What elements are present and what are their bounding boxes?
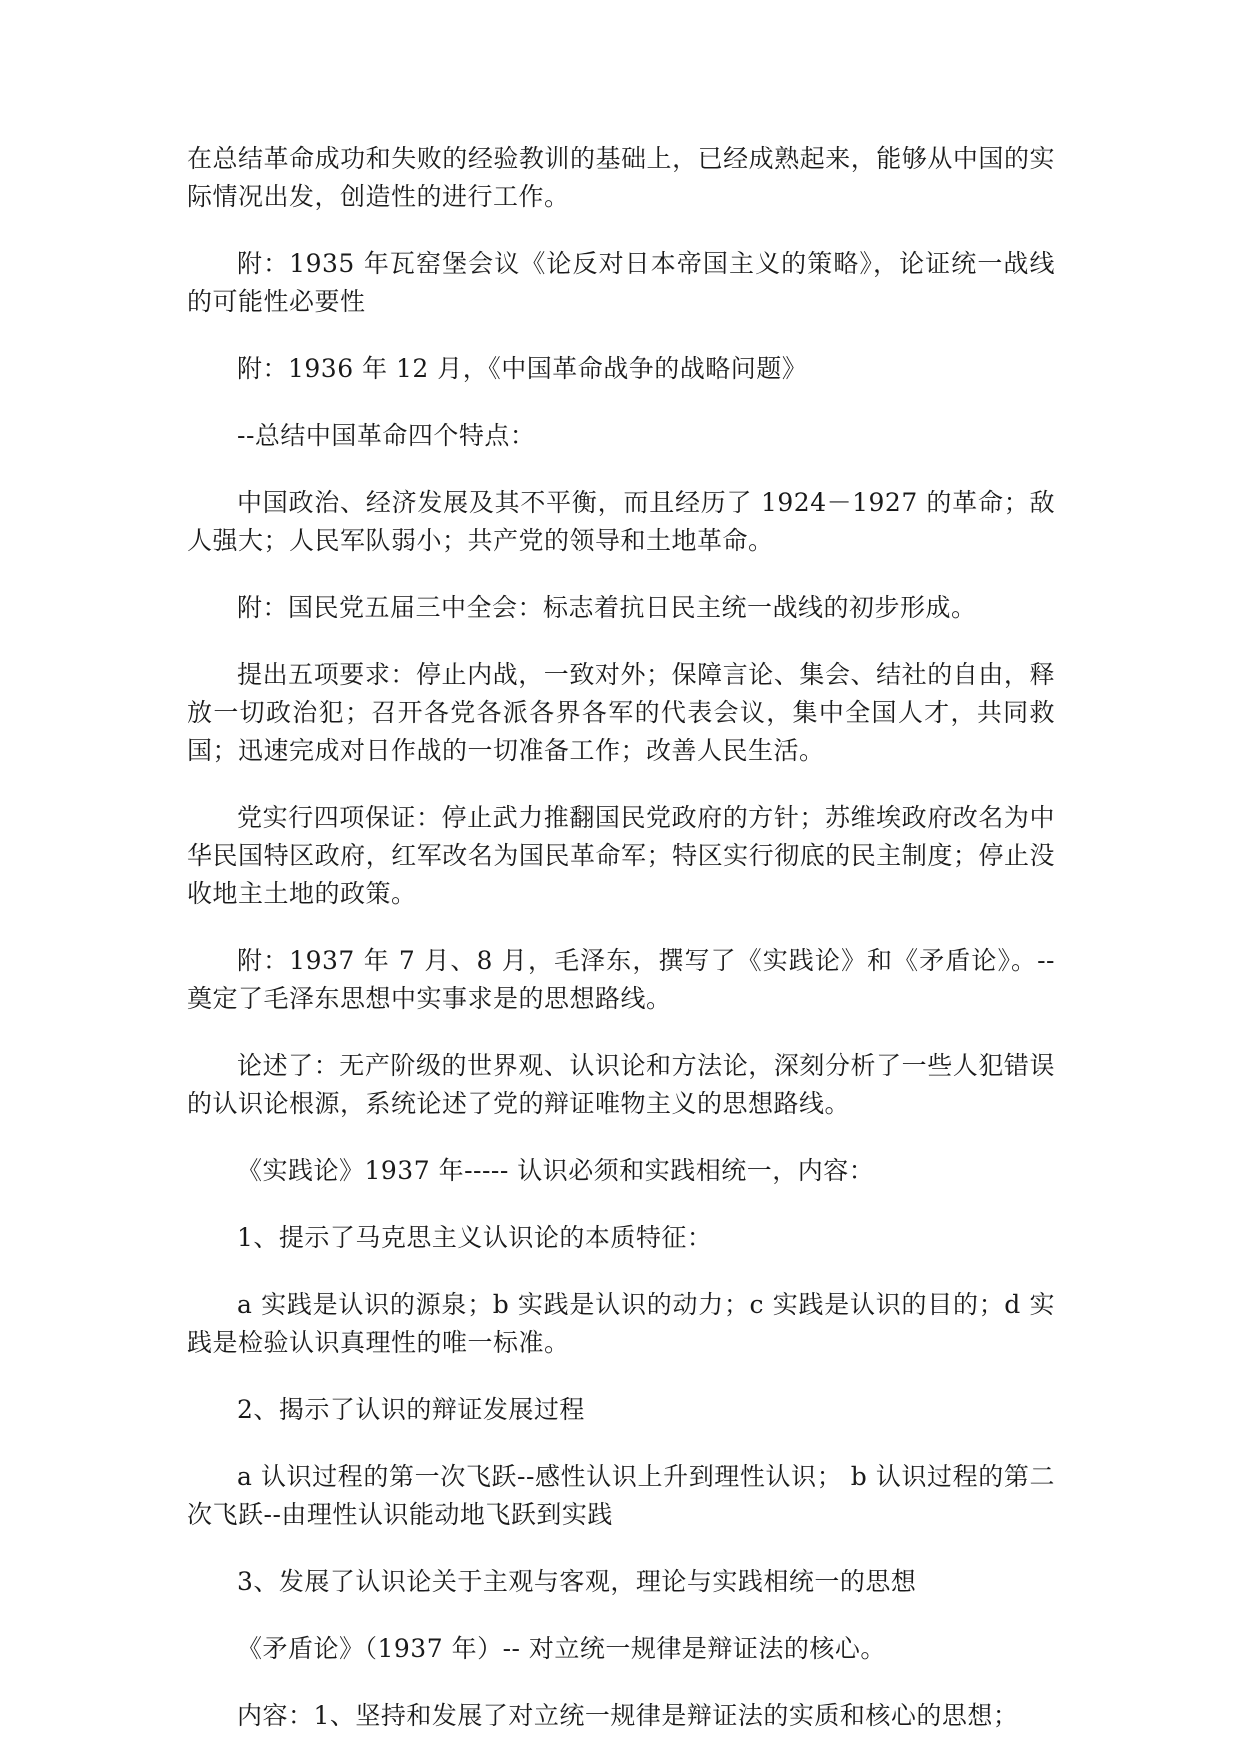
paragraph: 内容：1、坚持和发展了对立统一规律是辩证法的实质和核心的思想； — [237, 1701, 1019, 1730]
paragraph: 3、发展了认识论关于主观与客观，理论与实践相统一的思想 — [237, 1567, 917, 1596]
paragraph: 附：国民党五届三中全会：标志着抗日民主统一战线的初步形成。 — [237, 593, 977, 622]
paragraph: 《矛盾论》（1937 年）-- 对立统一规律是辩证法的核心。 — [237, 1634, 886, 1663]
document-body — [187, 140, 1055, 1764]
paragraph: 《实践论》1937 年----- 认识必须和实践相统一，内容： — [237, 1156, 875, 1185]
paragraph: 党实行四项保证：停止武力推翻国民党政府的方针；苏维埃政府改名为中华民国特区政府，红军改名为国民革命军；特区实行彻底的民主制度；停止没收地主土地的政策。 — [187, 803, 1055, 908]
paragraph: 附：1935 年瓦窑堡会议《论反对日本帝国主义的策略》，论证统一战线的可能性必要性 — [187, 249, 1055, 316]
paragraph: a 认识过程的第一次飞跃--感性认识上升到理性认识； b 认识过程的第二次飞跃--由理性认识能动地飞跃到实践 — [187, 1462, 1055, 1529]
paragraph: 2、揭示了认识的辩证发展过程 — [237, 1395, 585, 1424]
paragraph: 在总结革命成功和失败的经验教训的基础上，已经成熟起来，能够从中国的实际情况出发，创造性的进行工作。 — [187, 144, 1055, 211]
paragraph: 提出五项要求：停止内战，一致对外；保障言论、集会、结社的自由，释放一切政治犯；召开各党各派各界各军的代表会议，集中全国人才，共同救国；迅速完成对日作战的一切准备工作；改善人民生活。 — [187, 660, 1055, 765]
paragraph: 附：1936 年 12 月，《中国革命战争的战略问题》 — [237, 354, 808, 383]
paragraph: 论述了：无产阶级的世界观、认识论和方法论，深刻分析了一些人犯错误的认识论根源，系统论述了党的辩证唯物主义的思想路线。 — [187, 1051, 1055, 1118]
paragraph: 1、提示了马克思主义认识论的本质特征： — [237, 1223, 713, 1252]
paragraph: --总结中国革命四个特点： — [237, 421, 536, 450]
paragraph: 中国政治、经济发展及其不平衡，而且经历了 1924－1927 的革命；敌人强大；人民军队弱小；共产党的领导和土地革命。 — [187, 488, 1055, 555]
paragraph: a 实践是认识的源泉；b 实践是认识的动力；c 实践是认识的目的；d 实践是检验认识真理性的唯一标准。 — [187, 1290, 1055, 1357]
paragraph: 附：1937 年 7 月、8 月，毛泽东，撰写了《实践论》和《矛盾论》。--奠定了毛泽东思想中实事求是的思想路线。 — [187, 946, 1055, 1013]
